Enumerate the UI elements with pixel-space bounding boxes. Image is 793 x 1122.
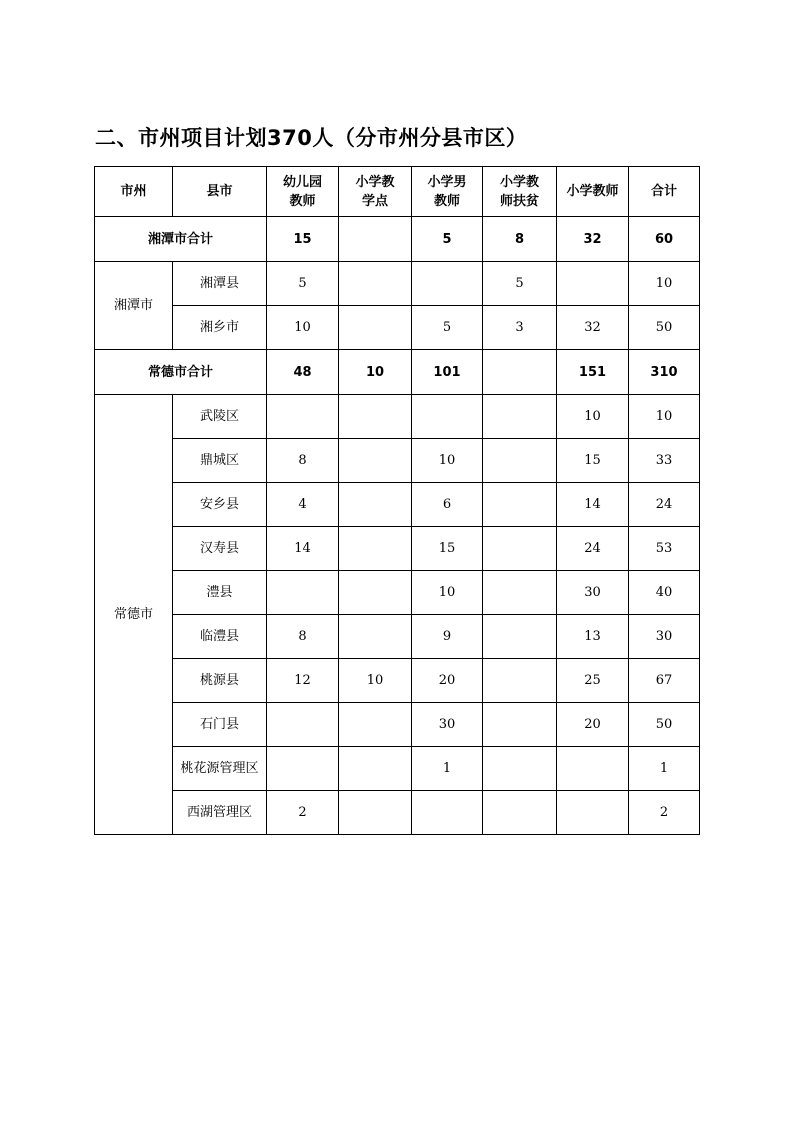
header-line: 学点 <box>361 193 388 209</box>
table-row <box>95 747 700 791</box>
cell-kindergarten: 15 <box>267 217 339 262</box>
summary-row <box>95 350 700 395</box>
cell-kindergarten: 48 <box>267 350 339 395</box>
cell-primary: 32 <box>557 306 629 350</box>
cell-kindergarten: 12 <box>267 659 339 703</box>
cell-total: 10 <box>629 262 700 306</box>
cell-poverty <box>483 395 557 439</box>
table-row <box>95 483 700 527</box>
header-line: 小学男 <box>427 174 467 190</box>
cell-primary: 20 <box>557 703 629 747</box>
cell-male-teacher: 1 <box>412 747 483 791</box>
cell-male-teacher: 5 <box>412 217 483 262</box>
cell-total: 53 <box>629 527 700 571</box>
cell-male-teacher: 30 <box>412 703 483 747</box>
cell-teaching-point <box>339 703 412 747</box>
header-line: 师扶贫 <box>499 193 539 209</box>
cell-primary: 25 <box>557 659 629 703</box>
page-title: 二、市州项目计划370人（分市州分县市区） <box>95 126 528 150</box>
cell-poverty <box>483 527 557 571</box>
cell-county: 安乡县 <box>173 483 267 527</box>
table-header-row <box>95 167 700 217</box>
cell-poverty <box>483 615 557 659</box>
summary-label: 湘潭市合计 <box>95 217 267 262</box>
cell-kindergarten: 10 <box>267 306 339 350</box>
cell-male-teacher: 10 <box>412 439 483 483</box>
cell-primary: 30 <box>557 571 629 615</box>
cell-total: 50 <box>629 703 700 747</box>
header-county: 县市 <box>173 167 267 217</box>
header-line: 小学教 <box>355 174 395 190</box>
cell-county: 临澧县 <box>173 615 267 659</box>
cell-total: 60 <box>629 217 700 262</box>
cell-teaching-point: 10 <box>339 659 412 703</box>
table-row <box>95 306 700 350</box>
cell-primary <box>557 791 629 835</box>
table-row <box>95 615 700 659</box>
header-line: 教师 <box>289 193 316 209</box>
table-row <box>95 527 700 571</box>
cell-poverty <box>483 791 557 835</box>
plan-table <box>94 166 700 835</box>
table-row <box>95 571 700 615</box>
city-cell: 常德市 <box>95 395 173 835</box>
cell-kindergarten: 8 <box>267 439 339 483</box>
cell-teaching-point <box>339 483 412 527</box>
summary-label: 常德市合计 <box>95 350 267 395</box>
cell-poverty <box>483 571 557 615</box>
header-poverty <box>483 167 557 217</box>
header-city: 市州 <box>95 167 173 217</box>
cell-poverty <box>483 350 557 395</box>
cell-teaching-point <box>339 615 412 659</box>
table-row <box>95 659 700 703</box>
cell-kindergarten <box>267 395 339 439</box>
cell-male-teacher: 5 <box>412 306 483 350</box>
cell-kindergarten: 5 <box>267 262 339 306</box>
cell-county: 湘潭县 <box>173 262 267 306</box>
city-cell: 湘潭市 <box>95 262 173 350</box>
cell-county: 桃花源管理区 <box>173 747 267 791</box>
cell-kindergarten: 8 <box>267 615 339 659</box>
table-row <box>95 395 700 439</box>
cell-county: 澧县 <box>173 571 267 615</box>
cell-total: 24 <box>629 483 700 527</box>
cell-county: 武陵区 <box>173 395 267 439</box>
cell-teaching-point <box>339 571 412 615</box>
cell-poverty: 3 <box>483 306 557 350</box>
cell-poverty: 8 <box>483 217 557 262</box>
cell-poverty <box>483 483 557 527</box>
cell-poverty <box>483 659 557 703</box>
header-male-teacher <box>412 167 483 217</box>
cell-total: 2 <box>629 791 700 835</box>
cell-kindergarten: 2 <box>267 791 339 835</box>
cell-primary: 24 <box>557 527 629 571</box>
cell-teaching-point: 10 <box>339 350 412 395</box>
header-teaching-point <box>339 167 412 217</box>
cell-county: 湘乡市 <box>173 306 267 350</box>
cell-teaching-point <box>339 217 412 262</box>
cell-primary <box>557 747 629 791</box>
header-line: 教师 <box>433 193 460 209</box>
summary-row <box>95 217 700 262</box>
cell-primary: 15 <box>557 439 629 483</box>
cell-male-teacher <box>412 395 483 439</box>
cell-teaching-point <box>339 747 412 791</box>
cell-primary: 32 <box>557 217 629 262</box>
cell-poverty <box>483 439 557 483</box>
cell-teaching-point <box>339 306 412 350</box>
cell-male-teacher: 15 <box>412 527 483 571</box>
table-row <box>95 791 700 835</box>
header-line: 幼儿园 <box>282 174 322 190</box>
cell-total: 67 <box>629 659 700 703</box>
header-line: 小学教 <box>499 174 539 190</box>
cell-primary <box>557 262 629 306</box>
cell-kindergarten: 14 <box>267 527 339 571</box>
table-row <box>95 703 700 747</box>
cell-primary: 10 <box>557 395 629 439</box>
header-primary: 小学教师 <box>557 167 629 217</box>
cell-total: 310 <box>629 350 700 395</box>
cell-county: 石门县 <box>173 703 267 747</box>
table-row <box>95 439 700 483</box>
cell-poverty: 5 <box>483 262 557 306</box>
cell-county: 桃源县 <box>173 659 267 703</box>
cell-total: 1 <box>629 747 700 791</box>
cell-poverty <box>483 703 557 747</box>
cell-teaching-point <box>339 262 412 306</box>
cell-kindergarten <box>267 571 339 615</box>
cell-primary: 151 <box>557 350 629 395</box>
cell-total: 50 <box>629 306 700 350</box>
cell-poverty <box>483 747 557 791</box>
cell-kindergarten <box>267 747 339 791</box>
cell-teaching-point <box>339 527 412 571</box>
cell-total: 30 <box>629 615 700 659</box>
cell-total: 40 <box>629 571 700 615</box>
cell-teaching-point <box>339 439 412 483</box>
cell-male-teacher: 10 <box>412 571 483 615</box>
cell-county: 汉寿县 <box>173 527 267 571</box>
cell-kindergarten: 4 <box>267 483 339 527</box>
cell-kindergarten <box>267 703 339 747</box>
cell-male-teacher: 9 <box>412 615 483 659</box>
cell-male-teacher <box>412 791 483 835</box>
cell-total: 10 <box>629 395 700 439</box>
cell-male-teacher: 101 <box>412 350 483 395</box>
cell-primary: 14 <box>557 483 629 527</box>
cell-primary: 13 <box>557 615 629 659</box>
cell-total: 33 <box>629 439 700 483</box>
table-row <box>95 262 700 306</box>
header-total: 合计 <box>629 167 700 217</box>
cell-teaching-point <box>339 791 412 835</box>
cell-male-teacher: 6 <box>412 483 483 527</box>
cell-county: 西湖管理区 <box>173 791 267 835</box>
header-kindergarten <box>267 167 339 217</box>
cell-teaching-point <box>339 395 412 439</box>
cell-male-teacher: 20 <box>412 659 483 703</box>
cell-male-teacher <box>412 262 483 306</box>
cell-county: 鼎城区 <box>173 439 267 483</box>
